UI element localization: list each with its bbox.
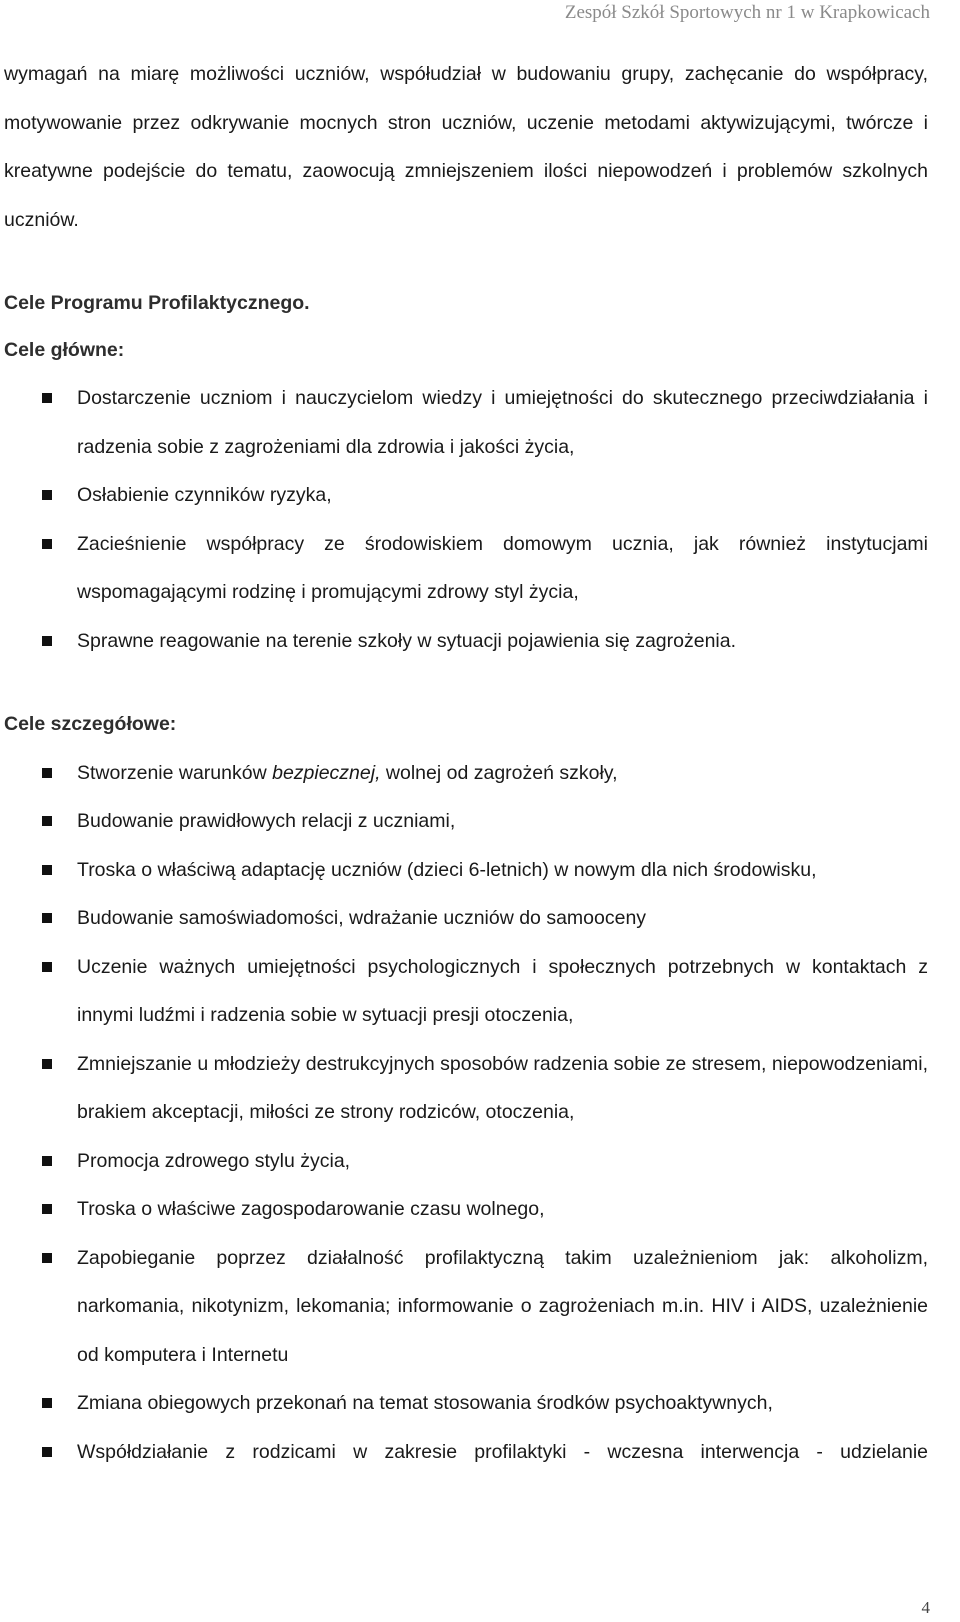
- list-item: [4, 617, 928, 666]
- main-goals-list: [4, 374, 928, 665]
- page-number: 4: [921, 1598, 930, 1617]
- spacer: [4, 665, 928, 700]
- square-bullet-icon: [42, 768, 52, 778]
- detailed-goals-heading: Cele szczegółowe:: [4, 713, 177, 735]
- list-item: [4, 846, 928, 895]
- list-item-text: Zmiana obiegowych przekonań na temat stosowania środków psychoaktywnych,: [77, 1392, 773, 1414]
- list-item-text: Osłabienie czynników ryzyka,: [77, 484, 332, 506]
- list-item: [4, 1185, 928, 1234]
- square-bullet-icon: [42, 490, 52, 500]
- square-bullet-icon: [42, 539, 52, 549]
- program-goals-heading: Cele Programu Profilaktycznego.: [4, 292, 310, 314]
- list-item: [4, 797, 928, 846]
- square-bullet-icon: [42, 1398, 52, 1408]
- list-item: [4, 471, 928, 520]
- list-item-text: Zapobieganie poprzez działalność profilaktyczną takim uzależnieniom jak: alkoholizm, narkomania, nikotynizm, lekomania; informowanie o zagrożeniach m.in. HIV i AIDS, uzależnienie od komputera i Internetu: [77, 1246, 928, 1366]
- list-item: [4, 520, 928, 617]
- square-bullet-icon: [42, 865, 52, 875]
- list-item-text: Dostarczenie uczniom i nauczycielom wiedzy i umiejętności do skutecznego przeciwdziałania i radzenia sobie z zagrożeniami dla zdrowia i jakości życia,: [77, 387, 928, 458]
- list-item: [4, 943, 928, 1040]
- square-bullet-icon: [42, 962, 52, 972]
- main-goals-heading: Cele główne:: [4, 338, 125, 361]
- list-item-text: Budowanie samoświadomości, wdrażanie uczniów do samooceny: [77, 907, 647, 929]
- list-item-text: Zacieśnienie współpracy ze środowiskiem domowym ucznia, jak również instytucjami wspomagającymi rodzinę i promującymi zdrowy styl życia,: [77, 532, 928, 603]
- list-item-text: Uczenie ważnych umiejętności psychologicznych i społecznych potrzebnych w kontaktach z innymi ludźmi i radzenia sobie w sytuacji presji otoczenia,: [77, 955, 928, 1026]
- list-item: [4, 1234, 928, 1380]
- list-item-text: Zmniejszanie u młodzieży destrukcyjnych sposobów radzenia sobie ze stresem, niepowodzeniami, brakiem akceptacji, miłości ze strony rodziców, otoczenia,: [77, 1052, 928, 1123]
- list-item-text: Sprawne reagowanie na terenie szkoły w sytuacji pojawienia się zagrożenia.: [77, 629, 737, 652]
- document-body: [4, 50, 928, 1476]
- square-bullet-icon: [42, 1204, 52, 1214]
- list-item-text: Budowanie prawidłowych relacji z uczniami,: [77, 810, 456, 832]
- list-item: [4, 1379, 928, 1428]
- square-bullet-icon: [42, 1447, 52, 1457]
- square-bullet-icon: [42, 1156, 52, 1166]
- list-item: [4, 1137, 928, 1186]
- list-item: [4, 374, 928, 471]
- square-bullet-icon: [42, 393, 52, 403]
- list-item-text-start: Stworzenie warunków: [77, 761, 273, 784]
- running-header: Zespół Szkół Sportowych nr 1 w Krapkowicach: [564, 2, 930, 23]
- square-bullet-icon: [42, 816, 52, 826]
- list-item: [4, 1040, 928, 1137]
- list-item-text: Troska o właściwe zagospodarowanie czasu wolnego,: [77, 1198, 545, 1220]
- spacer: [4, 244, 928, 279]
- detailed-goals-list: [4, 749, 928, 1477]
- square-bullet-icon: [42, 636, 52, 646]
- list-item-text-italic: bezpiecznej,: [272, 761, 381, 784]
- list-item-text-end: wolnej od zagrożeń szkoły,: [380, 761, 618, 784]
- list-item-text: Współdziałanie z rodzicami w zakresie profilaktyki - wczesna interwencja - udzielanie: [77, 1440, 928, 1463]
- square-bullet-icon: [42, 1059, 52, 1069]
- list-item: [4, 894, 928, 943]
- intro-paragraph: wymagań na miarę możliwości uczniów, współudział w budowaniu grupy, zachęcanie do współpracy, motywowanie przez odkrywanie mocnych stron uczniów, uczenie metodami aktywizującymi, twórcze i kreatywne podejście do tematu, zaowocują zmniejszeniem ilości niepowodzeń i problemów szkolnych uczniów.: [4, 63, 928, 231]
- square-bullet-icon: [42, 913, 52, 923]
- list-item-text: Troska o właściwą adaptację uczniów (dzieci 6-letnich) w nowym dla nich środowisku,: [77, 858, 817, 881]
- list-item: [4, 749, 928, 798]
- list-item-text: Promocja zdrowego stylu życia,: [77, 1149, 351, 1172]
- list-item: [4, 1428, 928, 1477]
- square-bullet-icon: [42, 1253, 52, 1263]
